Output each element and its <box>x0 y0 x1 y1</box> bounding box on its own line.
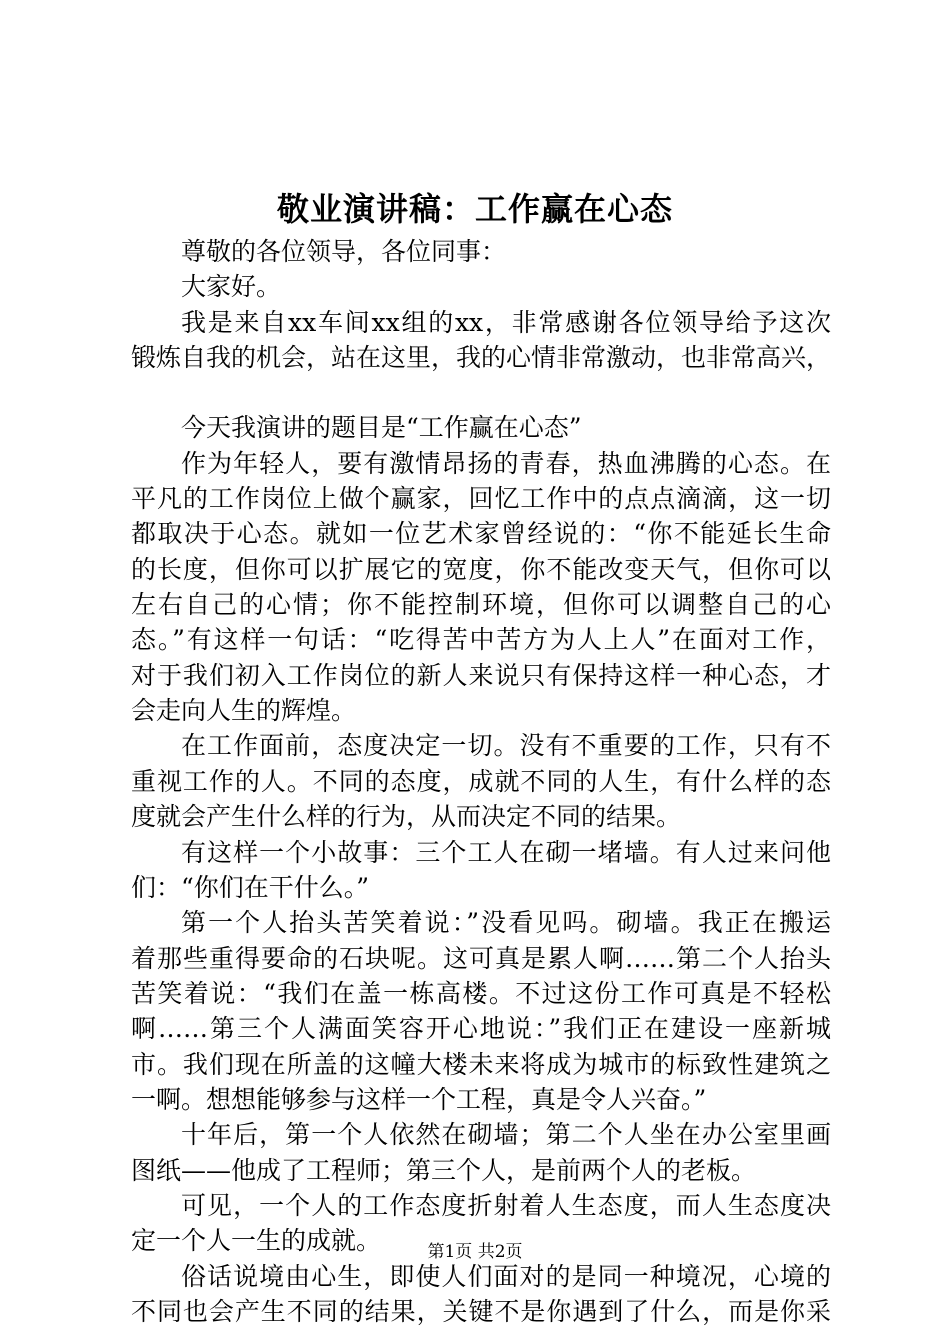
text-line: 在工作面前，态度决定一切。没有不重要的工作，只有不 <box>181 731 831 761</box>
text-line: 一啊。想想能够参与这样一个工程，真是令人兴奋。” <box>131 1084 707 1114</box>
document-body <box>131 234 831 1329</box>
text-line: 市。我们现在所盖的这幢大楼未来将成为城市的标致性建筑之 <box>131 1049 831 1079</box>
text-line: 平凡的工作岗位上做个赢家，回忆工作中的点点滴滴，这一切 <box>131 484 831 514</box>
text-line: 们：“你们在干什么。” <box>131 872 370 902</box>
text-line: 左右自己的心情；你不能控制环境，但你可以调整自己的心 <box>131 590 831 620</box>
text-line: 苦笑着说：“我们在盖一栋高楼。不过这份工作可真是不轻松 <box>131 978 831 1008</box>
text-line: 态。”有这样一句话：“吃得苦中苦方为人上人”在面对工作， <box>131 625 831 655</box>
text-line: 不同也会产生不同的结果，关键不是你遇到了什么，而是你采 <box>131 1296 831 1326</box>
text-line: 俗话说境由心生，即使人们面对的是同一种境况，心境的 <box>181 1261 831 1291</box>
text-line: 锻炼自我的机会，站在这里，我的心情非常激动，也非常高兴， <box>131 343 832 373</box>
text-line: 度就会产生什么样的行为，从而决定不同的结果。 <box>131 802 682 832</box>
text-line: 定一个人一生的成就。 <box>131 1226 382 1256</box>
text-line: 图纸——他成了工程师；第三个人，是前两个人的老板。 <box>131 1155 757 1185</box>
text-line: 十年后，第一个人依然在砌墙；第二个人坐在办公室里画 <box>181 1120 831 1150</box>
text-line: 今天我演讲的题目是“工作赢在心态” <box>181 413 582 443</box>
text-line: 可见，一个人的工作态度折射着人生态度，而人生态度决 <box>181 1190 831 1220</box>
text-line: 第一个人抬头苦笑着说：”没看见吗。砌墙。我正在搬运 <box>181 908 831 938</box>
page-footer: 第1页 共2页 <box>427 1242 523 1262</box>
text-line: 着那些重得要命的石块呢。这可真是累人啊……第二个人抬头 <box>131 943 831 973</box>
text-line: 会走向人生的辉煌。 <box>131 696 357 726</box>
text-line: 啊……第三个人满面笑容开心地说：”我们正在建设一座新城 <box>131 1014 831 1044</box>
text-line: 作为年轻人，要有激情昂扬的青春，热血沸腾的心态。在 <box>181 448 831 478</box>
text-line: 我是来自xx车间xx组的xx，非常感谢各位领导给予这次 <box>181 307 831 337</box>
paragraph-gap <box>131 375 831 410</box>
text-line: 都取决于心态。就如一位艺术家曾经说的：“你不能延长生命 <box>131 519 831 549</box>
text-line: 大家好。 <box>181 272 282 302</box>
text-line: 的长度，但你可以扩展它的宽度，你不能改变天气，但你可以 <box>131 554 831 584</box>
text-line: 有这样一个小故事：三个工人在砌一堵墙。有人过来问他 <box>181 837 831 867</box>
document-title: 敬业演讲稿：工作赢在心态 <box>276 190 673 228</box>
text-line: 对于我们初入工作岗位的新人来说只有保持这样一种心态，才 <box>131 660 831 690</box>
text-line: 重视工作的人。不同的态度，成就不同的人生，有什么样的态 <box>131 766 831 796</box>
text-line: 尊敬的各位领导，各位同事： <box>181 237 507 266</box>
